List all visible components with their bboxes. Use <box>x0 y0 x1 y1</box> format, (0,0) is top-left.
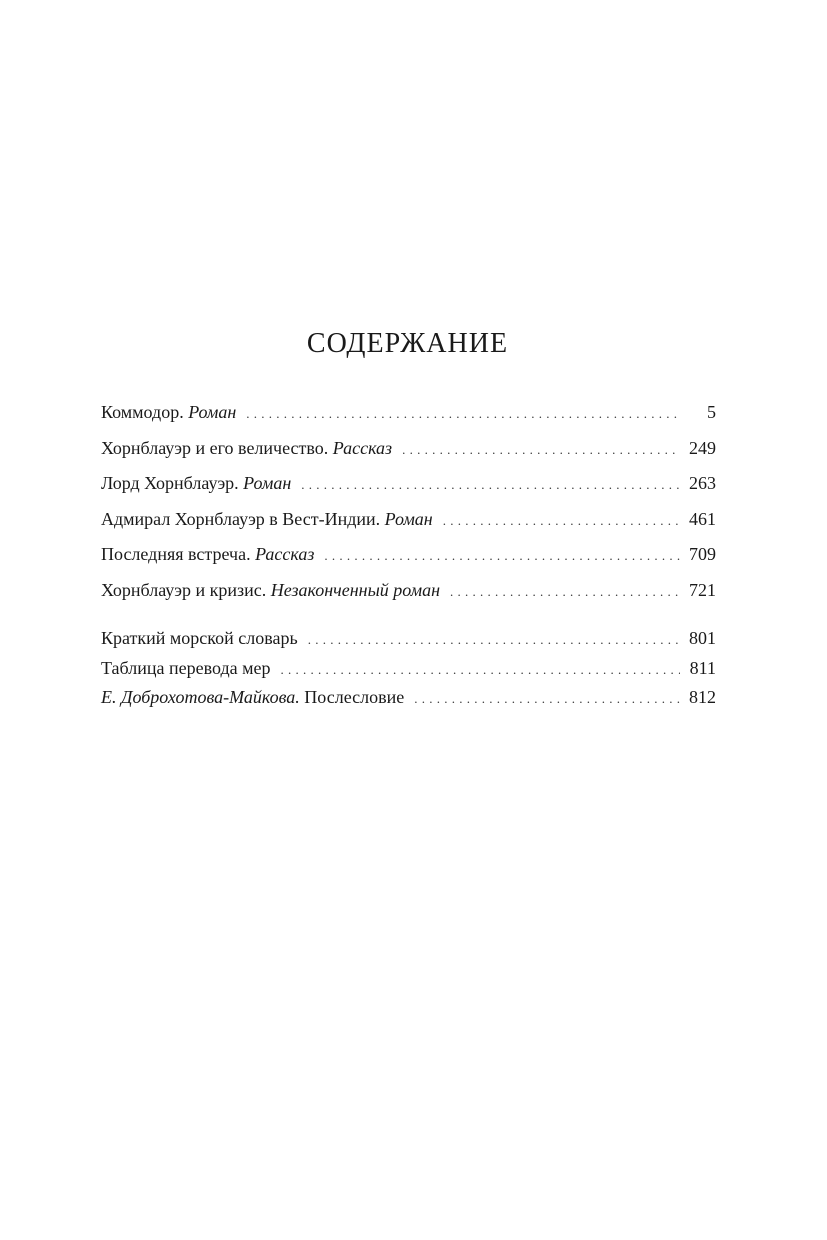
dot-leader <box>280 658 680 682</box>
entry-genre: Незаконченный роман <box>270 579 441 600</box>
toc-entry <box>101 507 716 543</box>
entry-title: Краткий морской словарь <box>101 628 298 648</box>
entry-page-number: 263 <box>689 473 716 494</box>
entry-title: Послесловие <box>304 687 405 707</box>
entry-page-number: 812 <box>689 687 716 707</box>
toc-main-list <box>101 400 716 614</box>
dot-leader <box>246 402 680 426</box>
entry-title: Последняя встреча. <box>101 544 251 565</box>
entry-genre: Роман <box>188 402 237 422</box>
entry-page-number: 5 <box>707 402 716 422</box>
entry-author: Е. Доброхотова-Майкова. <box>101 687 300 707</box>
entry-page-number: 811 <box>689 657 716 678</box>
entry-title: Хорнблауэр и кризис. <box>101 579 267 600</box>
toc-appendix-list <box>101 626 716 715</box>
entry-page-number: 461 <box>689 508 716 529</box>
toc-entry <box>101 436 716 472</box>
dot-leader <box>443 509 680 533</box>
entry-genre: Рассказ <box>332 437 393 458</box>
entry-genre: Роман <box>243 473 292 494</box>
entry-page-number: 801 <box>689 628 716 648</box>
toc-entry <box>101 685 716 715</box>
toc-entry <box>101 471 716 507</box>
toc-entry <box>101 578 716 614</box>
toc-entry <box>101 626 716 656</box>
entry-title: Лорд Хорнблауэр. <box>101 473 239 494</box>
entry-title: Таблица перевода мер <box>101 657 271 678</box>
entry-title: Коммодор. <box>101 402 184 422</box>
entry-page-number: 721 <box>689 579 716 600</box>
entry-title: Хорнблауэр и его величество. <box>101 437 329 458</box>
entry-page-number: 709 <box>689 544 716 565</box>
dot-leader <box>450 580 680 604</box>
entry-title: Адмирал Хорнблауэр в Вест-Индии. <box>101 508 381 529</box>
dot-leader <box>414 687 680 711</box>
entry-genre: Рассказ <box>255 544 315 565</box>
entry-page-number: 249 <box>689 437 716 458</box>
page-title: СОДЕРЖАНИЕ <box>306 328 509 359</box>
dot-leader <box>402 438 680 462</box>
toc-entry <box>101 400 716 436</box>
entry-genre: Роман <box>384 508 433 529</box>
dot-leader <box>324 544 680 568</box>
toc-entry <box>101 656 716 686</box>
dot-leader <box>308 628 680 652</box>
toc-entry <box>101 542 716 578</box>
dot-leader <box>301 473 680 497</box>
